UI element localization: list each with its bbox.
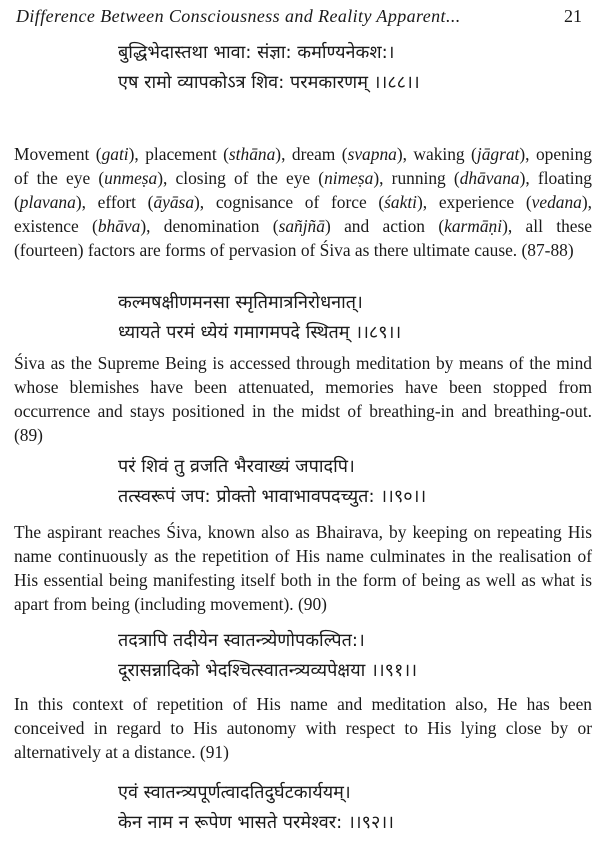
- translation-paragraph: Movement (gati), placement (sthāna), dream (svapna), waking (jāgrat), opening of the eye (unmeṣa), closing of the eye (nimeṣa), running (dhāvana), floating (plavana), effort (āyāsa), cognisance of force (śakti), experience (vedana), existence (bhāva), denomination (sañjñā) and action (karmāṇi), all these (fourteen) factors are forms of pervasion of Śiva as there ultimate cause. (87-88): [14, 144, 592, 260]
- page-number: 21: [564, 6, 582, 26]
- translation-paragraph: The aspirant reaches Śiva, known also as Bhairava, by keeping on repeating His name continuously as the repetition of His name culminates in the realisation of His essential being manifesting itself both in the form of being as well as what is apart from being (including movement). (90): [14, 522, 592, 614]
- verse-line: एष रामो व्यापकोऽत्र शिव: परमकारणम् ।।८८।।: [118, 72, 420, 93]
- verse-line: कल्मषक्षीणमनसा स्मृतिमात्रनिरोधनात्।: [118, 292, 363, 313]
- verse-line: ध्यायते परमं ध्येयं गमागमपदे स्थितम् ।।८९।।: [118, 322, 402, 343]
- translation-paragraph: Śiva as the Supreme Being is accessed through meditation by means of the mind whose blemishes have been attenuated, memories have been stopped from occurrence and stays positioned in the midst of breathing-in and breathing-out. (89): [14, 353, 592, 445]
- running-title: Difference Between Consciousness and Reality Apparent...: [16, 6, 461, 26]
- verse-line: तत्स्वरूपं जप: प्रोक्तो भावाभावपदच्युत: ।।९०।।: [118, 486, 427, 507]
- verse-line: परं शिवं तु व्रजति भैरवाख्यं जपादपि।: [118, 456, 355, 477]
- verse-line: बुद्धिभेदास्तथा भावा: संज्ञा: कर्माण्यनेकश:।: [118, 42, 395, 63]
- sanskrit-verse: [118, 288, 578, 348]
- verse-line: एवं स्वातन्त्र्यपूर्णत्वादतिदुर्घटकार्ययम्।: [118, 782, 351, 803]
- sanskrit-verse: [118, 626, 578, 686]
- verse-line: केन नाम न रूपेण भासते परमेश्वर: ।।९२।।: [118, 812, 394, 833]
- verse-line: तदत्रापि तदीयेन स्वातन्त्र्येणोपकल्पित:।: [118, 630, 365, 651]
- sanskrit-verse: [118, 778, 578, 838]
- sanskrit-verse: [118, 452, 578, 512]
- verse-line: दूरासन्नादिको भेदश्चित्स्वातन्त्र्यव्यपेक्षया ।।९१।।: [118, 660, 418, 681]
- sanskrit-verse: [118, 38, 578, 98]
- running-header: [16, 6, 582, 32]
- translation-paragraph: In this context of repetition of His name and meditation also, He has been conceived in regard to His autonomy with respect to His lying close by or alternatively at a distance. (91): [14, 694, 592, 762]
